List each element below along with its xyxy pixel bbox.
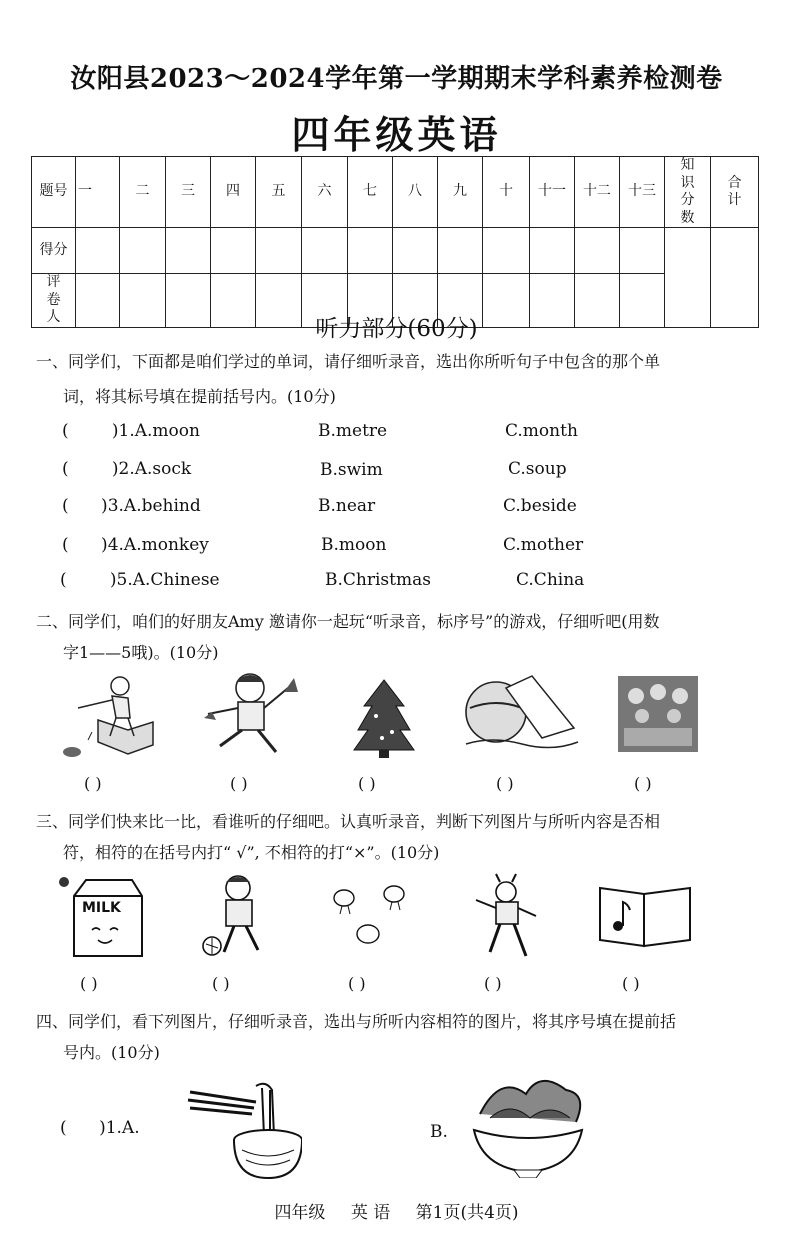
q1-item-2-option-c: C.soup [508,459,567,479]
milk-carton-picture [58,874,154,960]
item-number: 4 [107,535,119,555]
score-cell[interactable] [620,228,665,274]
option-a: A.monkey [123,535,209,555]
q2-answer-blank[interactable]: ( ) [634,774,652,793]
q2-answer-blank[interactable]: ( ) [230,774,248,793]
score-cell[interactable] [438,228,483,274]
q1-item-5: ( )5.A.Chinese [60,570,220,590]
q1-item-1: ( )1.A.moon [62,421,200,441]
q3-answer-blank[interactable]: ( ) [622,974,640,993]
answer-blank[interactable]: ( [60,1118,100,1138]
score-header-cell: 七 [348,157,393,228]
q4-instruction-line1: 四、同学们，看下列图片，仔细听录音，选出与所听内容相符的图片，将其序号填在提前括 [36,1012,677,1031]
q3-instruction-line2: 符，相符的在括号内打“ √”, 不相符的打“×”。(10分) [63,843,440,862]
score-header-cell: 一 [76,157,120,228]
q2-answer-blank[interactable]: ( ) [358,774,376,793]
footer-subject: 英 语 [350,1203,391,1223]
q3-instruction-line1: 三、同学们快来比一比，看谁听的仔细吧。认真听录音，判断下列图片与所听内容是否相 [36,812,661,831]
score-cell[interactable] [76,228,120,274]
jumping-girl-picture [470,872,540,962]
option-a: A.sock [134,459,192,479]
score-header-cell: 十一 [530,157,575,228]
option-a: A.moon [134,421,200,441]
score-cell[interactable] [302,228,348,274]
score-cell[interactable] [530,228,575,274]
q1-item-3: ( )3.A.behind [62,496,201,516]
score-cell[interactable] [393,228,438,274]
item-number: 1 [118,421,130,441]
score-cell[interactable] [211,228,256,274]
score-row-label: 得分 [32,228,76,274]
score-header-cell: 四 [211,157,256,228]
score-cell[interactable] [483,228,530,274]
score-header-cell: 十二 [575,157,620,228]
score-cell[interactable] [256,228,302,274]
answer-blank[interactable]: ( ) [60,570,117,590]
score-header-cell: 二 [120,157,166,228]
chicks-picture [324,876,420,952]
kite-flying-girl-picture [58,670,158,762]
q2-instruction-line2: 字1——5哦)。(10分) [63,643,219,662]
score-header-row [32,157,759,228]
score-header-cell: 五 [256,157,302,228]
option-a: A.behind [123,496,201,516]
option-a: A.Chinese [132,570,220,590]
q1-item-1-option-b: B.metre [318,421,388,441]
answer-blank[interactable]: ( ) [62,496,108,516]
music-book-picture [596,882,694,950]
score-header-cell: 十 [483,157,530,228]
family-dinner-picture [618,676,698,752]
q1-item-1-option-c: C.month [505,421,578,441]
q4-item-1-label: )1.A. [99,1118,140,1138]
score-header-cell: 知识分数 [665,157,711,228]
football-boy-picture [198,872,274,962]
score-table [31,156,759,328]
milk-label: MILK [82,900,121,916]
score-header-cell: 题号 [32,157,76,228]
page-footer [0,1198,793,1223]
q1-item-2: ( )2.A.sock [62,459,192,479]
christmas-tree-picture [352,676,416,758]
q2-answer-blank[interactable]: ( ) [496,774,514,793]
score-cell[interactable] [348,228,393,274]
q1-instruction-line1: 一、同学们，下面都是咱们学过的单词，请仔细听录音，选出你所听句子中包含的那个单 [36,352,661,371]
item-number: 2 [118,459,130,479]
q1-item-4: ( )4.A.monkey [62,535,209,555]
q1-item-5-option-b: B.Christmas [325,570,431,590]
q1-item-2-option-b: B.swim [320,460,383,480]
q2-answer-blank[interactable]: ( ) [84,774,102,793]
q1-item-3-option-c: C.beside [503,496,577,516]
q4-item-1-option-b: B. [430,1122,448,1142]
answer-blank[interactable]: ( ) [62,535,108,555]
q2-instruction-line1: 二、同学们，咱们的好朋友Amy 邀请你一起玩“听录音，标序号”的游戏，仔细听吧(用数 [36,612,660,631]
q1-item-4-option-c: C.mother [503,535,584,555]
noodles-bowl-picture [186,1076,302,1182]
item-number: 5 [116,570,128,590]
grader-row-label: 评卷人 [32,274,76,328]
score-header-cell: 九 [438,157,483,228]
q1-item-5-option-c: C.China [516,570,585,590]
q3-answer-blank[interactable]: ( ) [80,974,98,993]
q3-answer-blank[interactable]: ( ) [212,974,230,993]
q3-answer-blank[interactable]: ( ) [484,974,502,993]
score-header-cell: 六 [302,157,348,228]
exam-subject-title: 四年级英语 [291,112,502,157]
listening-section-title: 听力部分(60分) [315,316,478,342]
score-header-cell: 八 [393,157,438,228]
q4-item-1 [60,1118,140,1138]
exam-title: 汝阳县2023～2024学年第一学期期末学科素养检测卷 [70,64,723,94]
swimming-picture [462,668,580,754]
score-cell[interactable] [575,228,620,274]
q4-instruction-line2: 号内。(10分) [63,1043,160,1062]
score-row [32,228,759,274]
item-number: 3 [107,496,119,516]
score-cell[interactable] [166,228,211,274]
q1-item-4-option-b: B.moon [321,535,387,555]
running-boy-picture [198,668,306,758]
answer-blank[interactable]: ( ) [62,421,119,441]
score-header-cell: 三 [166,157,211,228]
score-header-cell: 十三 [620,157,665,228]
q1-item-3-option-b: B.near [318,496,376,516]
q1-instruction-line2: 词，将其标号填在提前括号内。(10分) [63,387,336,406]
score-header-cell: 合计 [711,157,759,228]
footer-page-number: 第1页(共4页) [415,1203,519,1223]
score-cell[interactable] [120,228,166,274]
vegetables-bowl-picture [470,1074,586,1178]
q3-answer-blank[interactable]: ( ) [348,974,366,993]
footer-grade: 四年级 [274,1203,326,1223]
answer-blank[interactable]: ( ) [62,459,119,479]
